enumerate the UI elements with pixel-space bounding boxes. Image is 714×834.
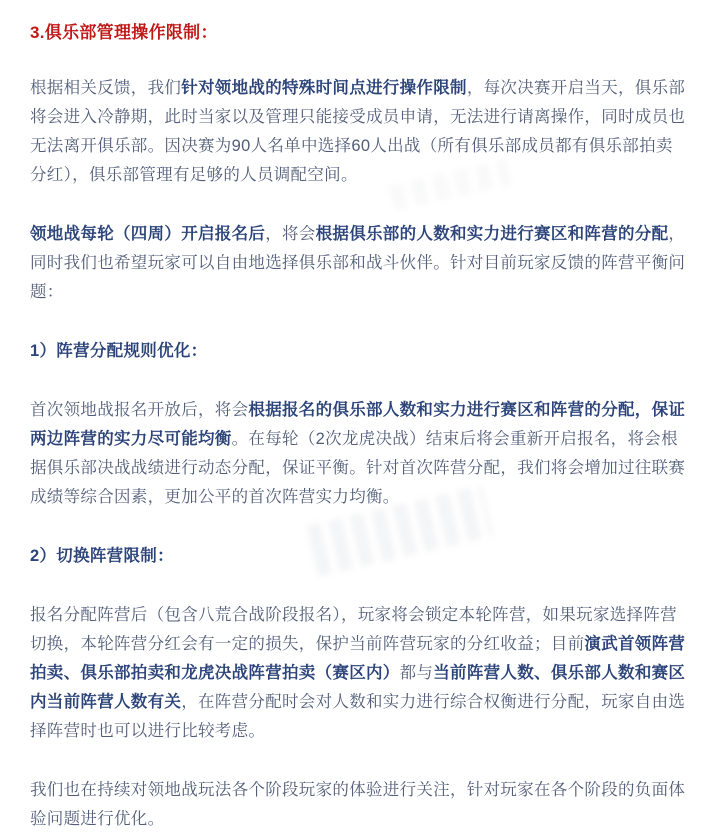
text-run-bold: 针对领地战的特殊时间点进行操作限制 [181, 79, 467, 97]
text-run: ，将会 [265, 225, 316, 243]
text-run: 报名分配阵营后（包含八荒合战阶段报名），玩家将会锁定本轮阵营，如果玩家选择阵营切换，本轮阵营分红会有一定的损失，保护当前阵营玩家的分红收益；目前 [30, 606, 677, 653]
text-run-bold: 根据俱乐部的人数和实力进行赛区和阵营的分配 [315, 225, 669, 243]
text-run: 都与 [399, 664, 434, 682]
paragraph-camp-switch-detail [30, 601, 686, 746]
text-run: 根据相关反馈，我们 [30, 79, 182, 97]
paragraph-operation-restriction [30, 74, 686, 190]
text-run: ，同时我们也希望玩家可以自由地选择俱乐部和战斗伙伴。针对目前玩家反馈的阵营平衡问题： [30, 225, 686, 301]
text-run-bold: 当前阵营人数、俱乐部人数和赛区内当前阵营人数有关 [30, 664, 686, 711]
section-heading: 3.俱乐部管理操作限制： [30, 23, 218, 42]
text-run-bold: 领地战每轮（四周）开启报名后 [30, 225, 266, 243]
text-run: 首次领地战报名开放后，将会 [30, 401, 249, 419]
text-run-bold: 演武首领阵营拍卖、俱乐部拍卖和龙虎决战阵营拍卖（赛区内） [30, 635, 686, 682]
text-run: 我们也在持续对领地战玩法各个阶段玩家的体验进行关注，针对玩家在各个阶段的负面体验问题进行优化。 [30, 781, 686, 828]
subheading-camp-allocation-rules: 1）阵营分配规则优化： [30, 342, 208, 360]
text-run: ，在阵营分配时会对人数和实力进行综合权衡进行分配，玩家自由选择阵营时也可以进行比较考虑。 [30, 693, 686, 740]
paragraph-signup-allocation [30, 220, 686, 307]
paragraph-camp-allocation-detail [30, 396, 686, 512]
paragraph-closing-note [30, 776, 686, 834]
subheading-camp-switch-limit: 2）切换阵营限制： [30, 547, 174, 565]
text-run-bold: 根据报名的俱乐部人数和实力进行赛区和阵营的分配，保证两边阵营的实力尽可能均衡 [30, 401, 686, 448]
text-run: ，每次决赛开启当天，俱乐部将会进入冷静期，此时当家以及管理只能接受成员申请，无法进行请离操作，同时成员也无法离开俱乐部。因决赛为90人名单中选择60人出战（所有俱乐部成员都有俱乐部拍卖分红），俱乐部管理有足够的人员调配空间。 [30, 79, 686, 184]
text-run: 。在每轮（2次龙虎决战）结束后将会重新开启报名，将会根据俱乐部决战战绩进行动态分配，保证平衡。针对首次阵营分配，我们将会增加过往联赛成绩等综合因素，更加公平的首次阵营实力均衡。 [30, 430, 686, 506]
